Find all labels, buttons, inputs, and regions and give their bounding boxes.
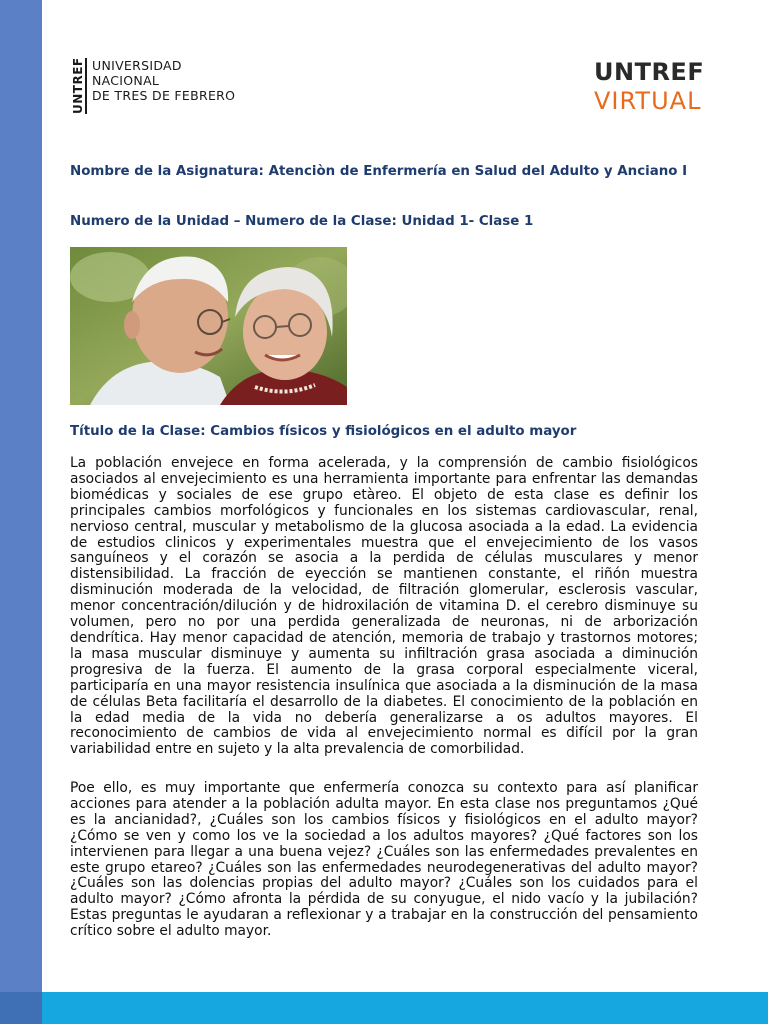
university-logo-line: UNIVERSIDAD (92, 58, 182, 73)
university-logo-divider (85, 58, 87, 114)
university-logo-line: DE TRES DE FEBRERO (92, 88, 236, 103)
body-paragraph: Poe ello, es muy importante que enfermería conozca su contexto para así planificar acciones para atender a la población adulta mayor. En esta clase nos preguntamos ¿Qué es la ancianidad?, ¿Cuáles son los cambios físicos y fisiológicos en el adulto mayor? ¿Cómo se ven y como los ve la sociedad a los adultos mayores? ¿Qué factores son los intervienen para llegar a una buena vejez? ¿Cuáles son las enfermedades prevalentes en este grupo etareo? ¿Cuáles son las enfermedades neurodegenerativas del adulto mayor? ¿Cuáles son las dolencias propias del adulto mayor? ¿Cuáles son los cuidados para el adulto mayor? ¿Cómo afronta la pérdida de su conyugue, el nido vacío y la jubilación? Estas preguntas le ayudaran a reflexionar y a trabajar en la construcción del pensamiento crítico sobre el adulto mayor. (70, 780, 698, 940)
class-title-heading: Título de la Clase: Cambios físicos y fisiológicos en el adulto mayor (70, 424, 577, 439)
left-side-bar (0, 0, 42, 992)
subject-heading: Nombre de la Asignatura: Atenciòn de Enfermería en Salud del Adulto y Anciano I (70, 164, 688, 179)
body-paragraph: La población envejece en forma acelerada, y la comprensión de cambio fisiológicos asociados al envejecimiento es una herramienta importante para enfrentar las demandas biomédicas y sociales de ese grupo etàreo. El objeto de esta clase es definir los principales cambios morfológicos y funcionales en los sistemas cardiovascular, renal, nervioso central, muscular y metabolismo de la glucosa asociada a la edad. La evidencia de estudios clinicos y experimentales muestra que el envejecimiento de los vasos sanguíneos y el corazón se asocia a la perdida de células musculares y menor distensibilidad. La fracción de eyección se mantienen constante, el riñón muestra disminución moderada de la velocidad, de filtración glomerular, esclerosis vascular, menor concentración/dilución y de hidroxilación de vitamina D. el cerebro disminuye su volumen, pero no por una perdida generalizada de neuronas, ni de arborización dendrítica. Hay menor capacidad de atención, memoria de trabajo y trastornos motores; la masa muscular disminuye y aumenta su infiltración grasa asociada a diminución progresiva de la fuerza. El aumento de la grasa corporal especialmente viceral, participaría en una mayor resistencia insulínica que asociada a la disminución de la masa de células Beta facilitaría el desarrollo de la diabetes. El conocimiento de la población en la edad media de la vida no debería generalizarse a os adultos mayores. El reconocimiento de cambios de vida al envejecimiento normal es difícil por la gran variabilidad entre en sujeto y la alta prevalencia de comorbilidad. (70, 455, 698, 758)
university-logo-acronym: UNTREF (71, 57, 85, 114)
unit-heading: Numero de la Unidad – Numero de la Clase: Unidad 1- Clase 1 (70, 214, 534, 229)
left-side-bar-footer (0, 992, 42, 1024)
untref-virtual-logo (594, 58, 704, 116)
untref-virtual-logo-top: UNTREF (594, 58, 705, 86)
university-logo-name (92, 58, 235, 103)
university-logo-line: NACIONAL (92, 73, 160, 88)
bottom-footer-bar (42, 992, 768, 1024)
untref-virtual-logo-bottom: VIRTUAL (594, 87, 702, 115)
elderly-couple-photo (70, 247, 347, 405)
university-logo (68, 58, 235, 116)
